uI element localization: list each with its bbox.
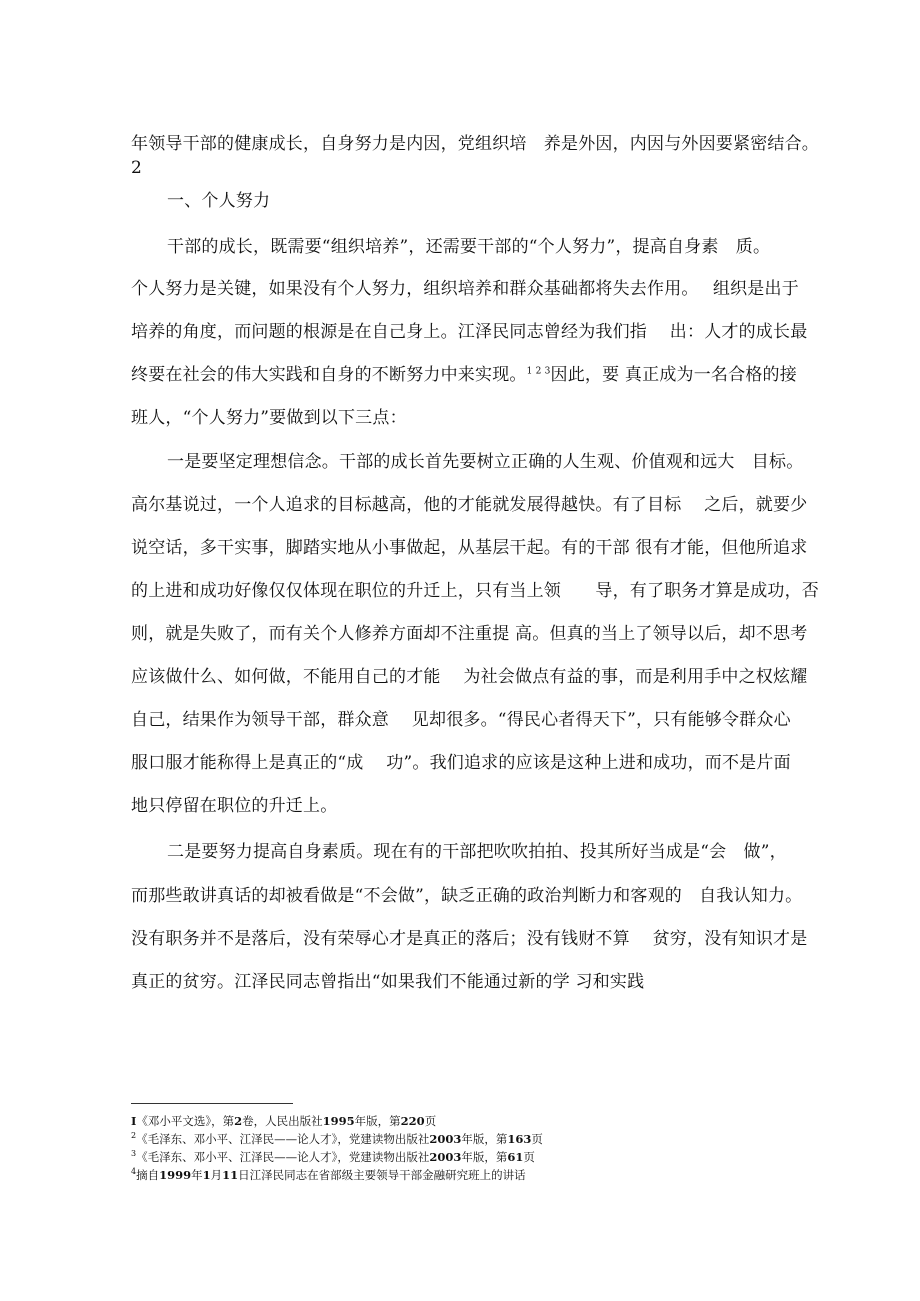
- footnote-3: $^3$《毛泽东、邓小平、江泽民——论人才》，党建读物出版社2003年版，第61页: [131, 1149, 535, 1164]
- paragraph-line: [131, 363, 811, 387]
- paragraph-line: 地只停留在职位的升迁上。: [131, 796, 338, 816]
- paragraph-line: 班人，“个人努力”要做到以下三点：: [131, 408, 407, 428]
- paragraph-line: 则，就是失败了，而有关个人修养方面却不注重提 高。但真的当上了领导以后，却不思考: [131, 624, 808, 644]
- paragraph-line: 服口服才能称得上是真正的“成 功”。我们追求的应该是这种上进和成功，而不是片面: [131, 753, 791, 773]
- paragraph-text: 因此，要 真正成为一名合格的接: [550, 365, 797, 385]
- paragraph-line: 年领导干部的健康成长，自身努力是内因，党组织培 养是外因，内因与外因要紧密结合。: [131, 134, 819, 154]
- paragraph-line: 自己，结果作为领导干部，群众意 见却很多。“得民心者得天下”，只有能够令群众心: [131, 710, 791, 730]
- paragraph-line: 说空话，多干实事，脚踏实地从小事做起，从基层干起。有的干部 很有才能，但他所追求: [131, 538, 808, 558]
- footnote-2: $^2$《毛泽东、邓小平、江泽民——论人才》，党建读物出版社2003年版，第163页: [131, 1131, 543, 1146]
- paragraph-line: 干部的成长，既需要“组织培养”，还需要干部的“个人努力”，提高自身素 质。: [167, 237, 771, 257]
- footnote-1: I《邓小平文选》，第2卷，人民出版社1995年版，第220页: [131, 1114, 437, 1128]
- paragraph-line: 没有职务并不是落后，没有荣辱心才是真正的落后；没有钱财不算 贫穷，没有知识才是: [131, 929, 808, 949]
- paragraph-line: 真正的贫穷。江泽民同志曾指出“如果我们不能通过新的学 习和实践: [131, 972, 645, 992]
- page-number-fragment: 2: [131, 158, 143, 178]
- section-heading: 一、个人努力: [167, 191, 271, 211]
- paragraph-line: 应该做什么、如何做，不能用自己的才能 为社会做点有益的事，而是利用手中之权炫耀: [131, 667, 808, 687]
- footnote-4: $^4$摘自1999年1月11日江泽民同志在省部级主要领导干部金融研究班上的讲话: [131, 1167, 526, 1182]
- paragraph-line: 一是要坚定理想信念。干部的成长首先要树立正确的人生观、价值观和远大 目标。: [167, 452, 804, 472]
- paragraph-line: 培养的角度，而问题的根源是在自己身上。江泽民同志曾经为我们指 出：人才的成长最: [131, 322, 808, 342]
- footnote-markers: 1 2 3: [526, 366, 551, 377]
- paragraph-line: 二是要努力提高自身素质。现在有的干部把吹吹拍拍、投其所好当成是“会 做”，: [167, 842, 787, 862]
- paragraph-text: 终要在社会的伟大实践和自身的不断努力中来实现。: [131, 365, 527, 385]
- paragraph-line: 的上进和成功好像仅仅体现在职位的升迁上，只有当上领 导，有了职务才算是成功，否: [131, 581, 819, 601]
- paragraph-line: 高尔基说过，一个人追求的目标越高，他的才能就发展得越快。有了目标 之后，就要少: [131, 495, 808, 515]
- paragraph-line: 而那些敢讲真话的却被看做是“不会做”，缺乏正确的政治判断力和客观的 自我认知力。: [131, 886, 803, 906]
- footnote-divider: [131, 1103, 293, 1104]
- paragraph-line: 个人努力是关键，如果没有个人努力，组织培养和群众基础都将失去作用。 组织是出于: [131, 279, 799, 299]
